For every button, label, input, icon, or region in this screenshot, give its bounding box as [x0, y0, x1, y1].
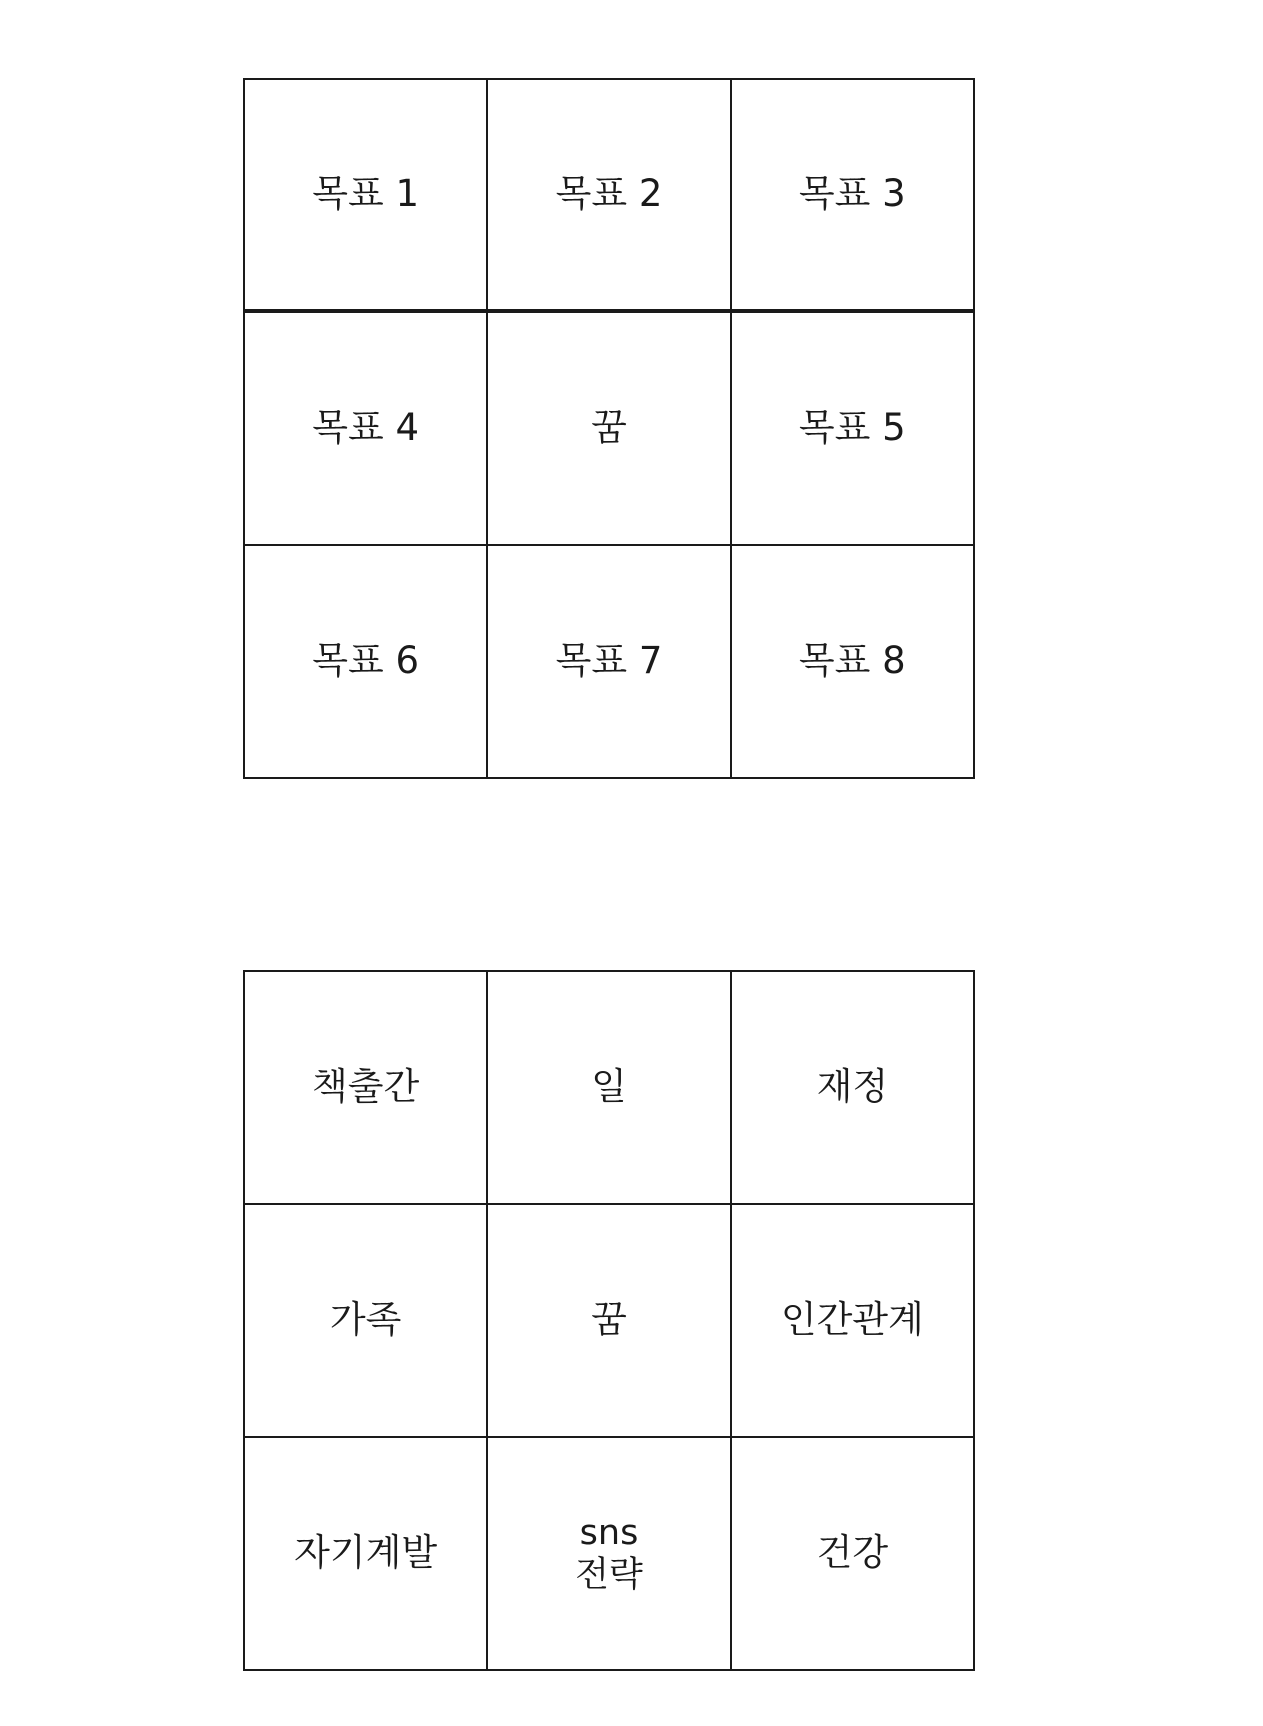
grid-cell-relationships[interactable]	[732, 1205, 973, 1436]
grid-cell-work[interactable]	[488, 972, 729, 1203]
grid-cell-goal-6[interactable]	[245, 546, 486, 777]
grid-cell-family[interactable]	[245, 1205, 486, 1436]
cell-label: sns 전략	[575, 1512, 643, 1595]
grid-cell-finance[interactable]	[732, 972, 973, 1203]
cell-label: 가족	[329, 1298, 402, 1342]
grid-cell-self-development[interactable]	[245, 1438, 486, 1669]
cell-label: 인간관계	[780, 1298, 924, 1342]
cell-label: 목표 8	[798, 639, 906, 683]
grid-cell-goal-8[interactable]	[732, 546, 973, 777]
cell-label: 꿈	[591, 1298, 627, 1342]
grid-cell-health[interactable]	[732, 1438, 973, 1669]
grid-cell-goal-4[interactable]	[245, 313, 486, 544]
cell-label: 일	[591, 1065, 627, 1109]
cell-label: 자기계발	[294, 1531, 438, 1575]
grid-cell-goal-5[interactable]	[732, 313, 973, 544]
dream-grid-filled	[243, 970, 975, 1671]
cell-label: 목표 4	[312, 406, 420, 450]
cell-label: 목표 3	[798, 172, 906, 216]
cell-label: 목표 1	[312, 172, 420, 216]
cell-label: 목표 7	[555, 639, 663, 683]
cell-label: 책출간	[312, 1065, 420, 1109]
grid-cell-goal-3[interactable]	[732, 80, 973, 311]
grid-cell-goal-2[interactable]	[488, 80, 729, 311]
grid-cell-dream-center[interactable]	[488, 1205, 729, 1436]
cell-label: 목표 6	[312, 639, 420, 683]
grid-cell-goal-1[interactable]	[245, 80, 486, 311]
grid-cell-dream-center[interactable]	[488, 313, 729, 544]
cell-label: 건강	[816, 1531, 889, 1575]
grid-cell-goal-7[interactable]	[488, 546, 729, 777]
grid-cell-sns-strategy[interactable]	[488, 1438, 729, 1669]
cell-label: 목표 2	[555, 172, 663, 216]
cell-label: 재정	[816, 1065, 889, 1109]
cell-label: 꿈	[591, 406, 627, 450]
goal-grid-template	[243, 78, 975, 779]
cell-label: 목표 5	[798, 406, 906, 450]
grid-cell-book-publishing[interactable]	[245, 972, 486, 1203]
